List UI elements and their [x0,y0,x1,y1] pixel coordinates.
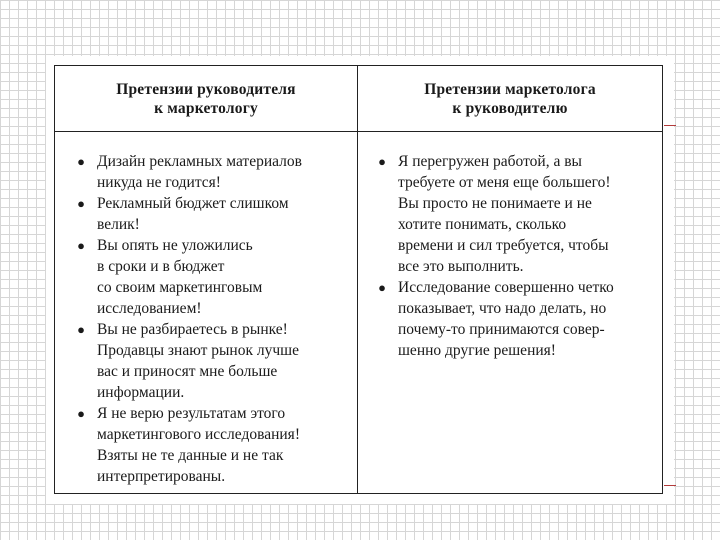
claim-text-line: интерпретированы. [97,468,226,485]
claim-text-line: Дизайн рекламных материалов [97,153,302,170]
claim-text-line: Продавцы знают рынок лучше [97,342,299,359]
header-manager-claims [55,66,358,132]
claim-text-line: требуете от меня еще большего! [398,174,611,191]
bullet-icon: ● [378,280,386,295]
header-marketer-claims [358,66,662,132]
accent-line-bottom [664,485,676,486]
claim-item [374,277,654,361]
claim-text-line: вас и приносят мне больше [97,363,278,380]
manager-claims-column [55,132,358,493]
bullet-icon: ● [77,154,85,169]
claim-text-line: в сроки и в бюджет [97,258,225,275]
manager-claims-list [73,151,349,487]
marketer-claims-list [374,151,654,361]
claim-text-line: исследованием! [97,300,202,317]
claim-item [374,151,654,277]
claim-item [73,151,349,193]
claim-text-line: Вы опять не уложились [97,237,253,254]
claim-text-line: почему-то принимаются совер- [398,321,605,338]
claim-item [73,193,349,235]
claim-text-line: показывает, что надо делать, но [398,300,607,317]
bullet-icon: ● [77,322,85,337]
bullet-icon: ● [77,406,85,421]
claim-text-line: все это выполнить. [398,258,524,275]
claim-text-line: никуда не годится! [97,174,221,191]
header-line: к маркетологу [154,99,258,117]
claim-text-line: информации. [97,384,185,401]
claim-text-line: шенно другие решения! [398,342,556,359]
claim-text-line: Вы не разбираетесь в рынке! [97,321,288,338]
claim-text-line: маркетингового исследования! [97,426,300,443]
header-line: Претензии руководителя [116,80,296,98]
claim-text-line: велик! [97,216,140,233]
header-line: Претензии маркетолога [424,80,596,98]
claim-text-line: хотите понимать, сколько [398,216,567,233]
claim-text-line: Я не верю результатам этого [97,405,286,422]
claim-text-line: времени и сил требуется, чтобы [398,237,609,254]
bullet-icon: ● [77,238,85,253]
claim-text-line: Вы просто не понимаете и не [398,195,592,212]
bullet-icon: ● [378,154,386,169]
claim-item [73,235,349,319]
claim-text-line: Взяты не те данные и не так [97,447,284,464]
bullet-icon: ● [77,196,85,211]
claim-text-line: со своим маркетинговым [97,279,263,296]
claim-text-line: Рекламный бюджет слишком [97,195,289,212]
accent-line-top [664,125,676,126]
claim-text-line: Исследование совершенно четко [398,279,614,296]
claim-item [73,319,349,403]
claim-item [73,403,349,487]
claim-text-line: Я перегружен работой, а вы [398,153,582,170]
claims-table [54,65,663,494]
marketer-claims-column [358,132,662,493]
header-line: к руководителю [452,99,568,117]
